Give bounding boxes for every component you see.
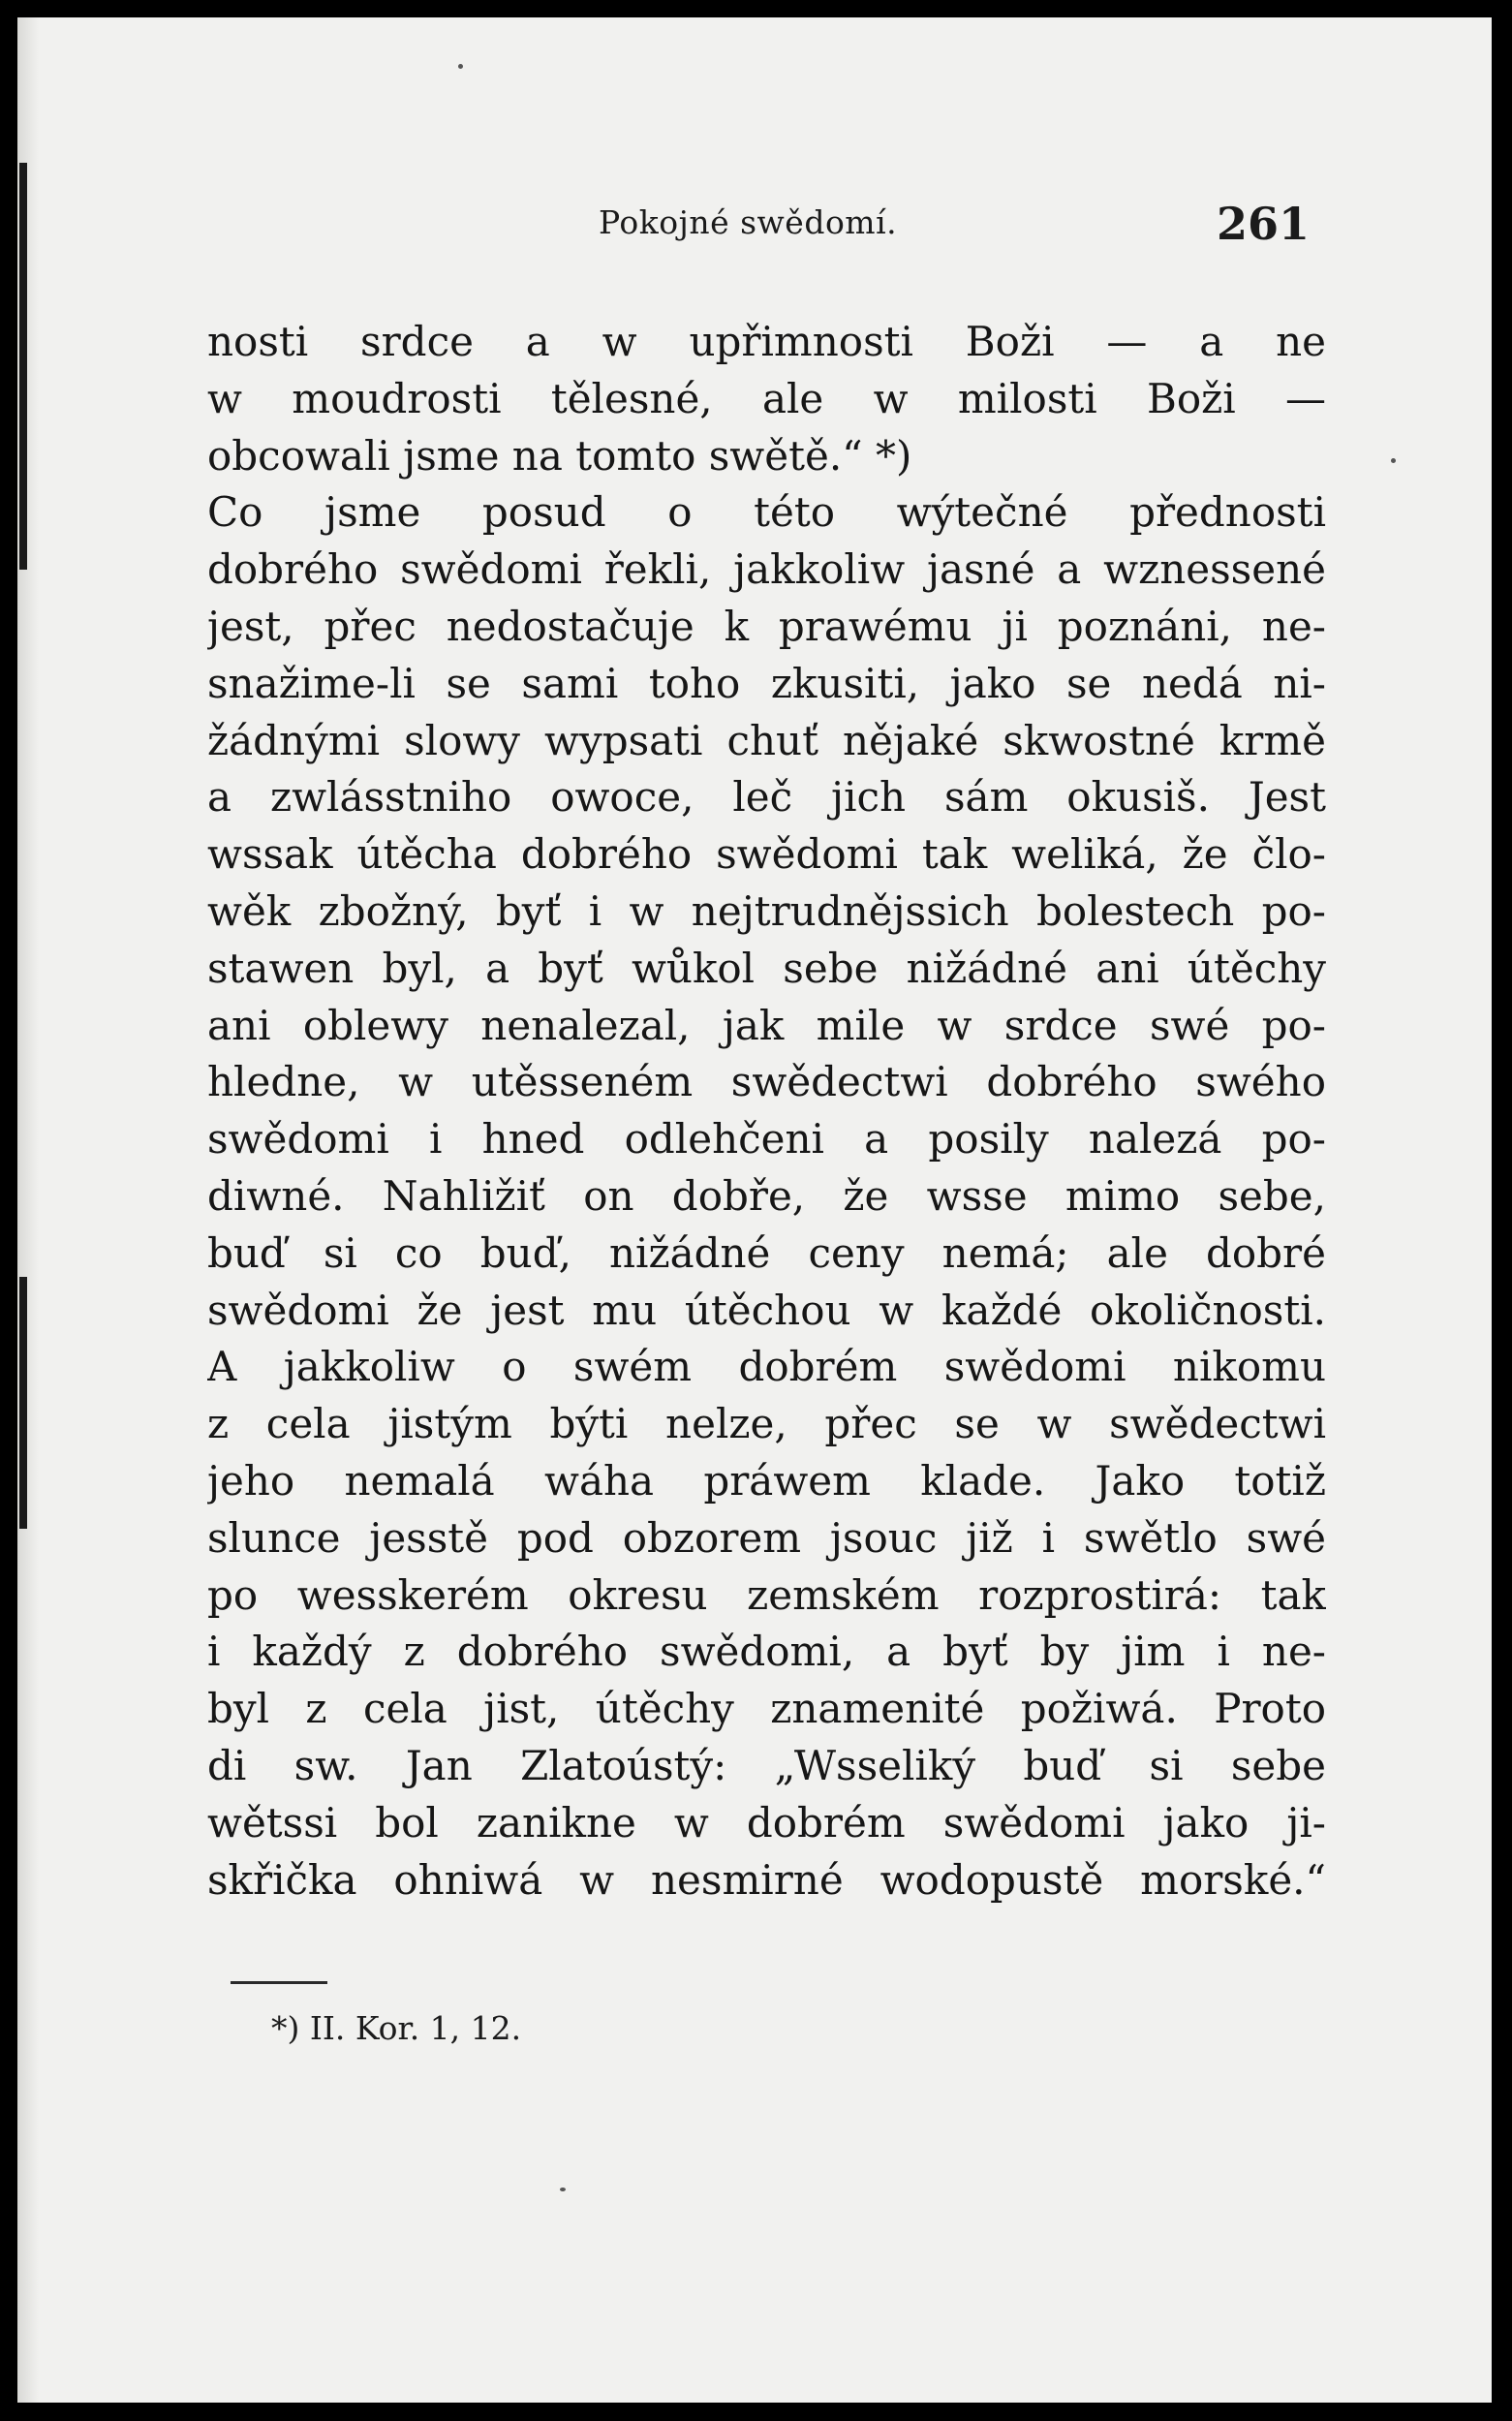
text-line: A jakkoliw o swém dobrém swědomi nikomu <box>207 1343 1326 1391</box>
paper-speck <box>458 64 463 69</box>
text-line: wětssi bol zanikne w dobrém swědomi jako ji- <box>207 1798 1326 1847</box>
text-line: z cela jistým býti nelze, přec se w swědectwi <box>207 1400 1326 1448</box>
text-line: Co jsme posud o této wýtečné přednosti <box>207 488 1326 537</box>
body-text <box>207 314 1326 1909</box>
text-line: stawen byl, a byť wůkol sebe nižádné ani útěchy <box>207 944 1326 992</box>
text-line: diwné. Nahližiť on dobře, že wsse mimo sebe, <box>207 1171 1326 1220</box>
text-line: slunce jesstě pod obzorem jsouc již i swětlo swé <box>207 1513 1326 1562</box>
text-line: dobrého swědomi řekli, jakkoliw jasné a wznessené <box>207 545 1326 594</box>
page-header <box>17 198 1492 256</box>
text-line: wěk zbožný, byť i w nejtrudnějssich bolestech po- <box>207 886 1326 935</box>
footnote: *) II. Kor. 1, 12. <box>271 2009 522 2047</box>
text-line: skřička ohniwá w nesmirné wodopustě morské.“ <box>207 1855 1326 1904</box>
text-line: po wesskerém okresu zemském rozprostirá: tak <box>207 1570 1326 1619</box>
paper-speck <box>1391 458 1396 463</box>
text-line: swědomi že jest mu útěchou w každé okoličnosti. <box>207 1286 1326 1334</box>
text-line: jest, přec nedostačuje k prawému ji poznáni, ne- <box>207 602 1326 650</box>
text-line: wssak útěcha dobrého swědomi tak weliká, že člo- <box>207 830 1326 879</box>
text-line: nosti srdce a w upřimnosti Boži — a ne <box>207 318 1326 365</box>
running-head: Pokojné swědomí. <box>599 203 898 241</box>
page-edge-mark <box>19 1277 27 1529</box>
text-line: žádnými slowy wypsati chuť nějaké skwostné krmě <box>207 716 1326 764</box>
text-line: i každý z dobrého swědomi, a byť by jim i ne- <box>207 1628 1326 1676</box>
text-line: di sw. Jan Zlatoústý: „Wsseliký buď si sebe <box>207 1741 1326 1789</box>
text-line: snažime-li se sami toho zkusiti, jako se nedá ni- <box>207 659 1326 707</box>
page-number: 261 <box>1217 198 1311 250</box>
text-line: hledne, w utěsseném swědectwi dobrého swého <box>207 1058 1326 1106</box>
text-line: jeho nemalá wáha práwem klade. Jako totiž <box>207 1456 1326 1505</box>
text-line: a zwlásstniho owoce, leč jich sám okusiš. Jest <box>207 773 1326 822</box>
text-line: w moudrosti tělesné, ale w milosti Boži — <box>207 374 1326 422</box>
text-line: buď si co buď, nižádné ceny nemá; ale dobré <box>207 1228 1326 1277</box>
paper-speck <box>560 2188 566 2191</box>
footnote-separator <box>231 1981 327 1984</box>
text-line: byl z cela jist, útěchy znamenité požiwá. Proto <box>207 1685 1326 1733</box>
text-line: obcowali jsme na tomto swětě.“ *) <box>207 431 912 480</box>
text-line: swědomi i hned odlehčeni a posily nalezá po- <box>207 1115 1326 1164</box>
book-page <box>17 17 1492 2403</box>
text-line: ani oblewy nenalezal, jak mile w srdce swé po- <box>207 1001 1326 1049</box>
